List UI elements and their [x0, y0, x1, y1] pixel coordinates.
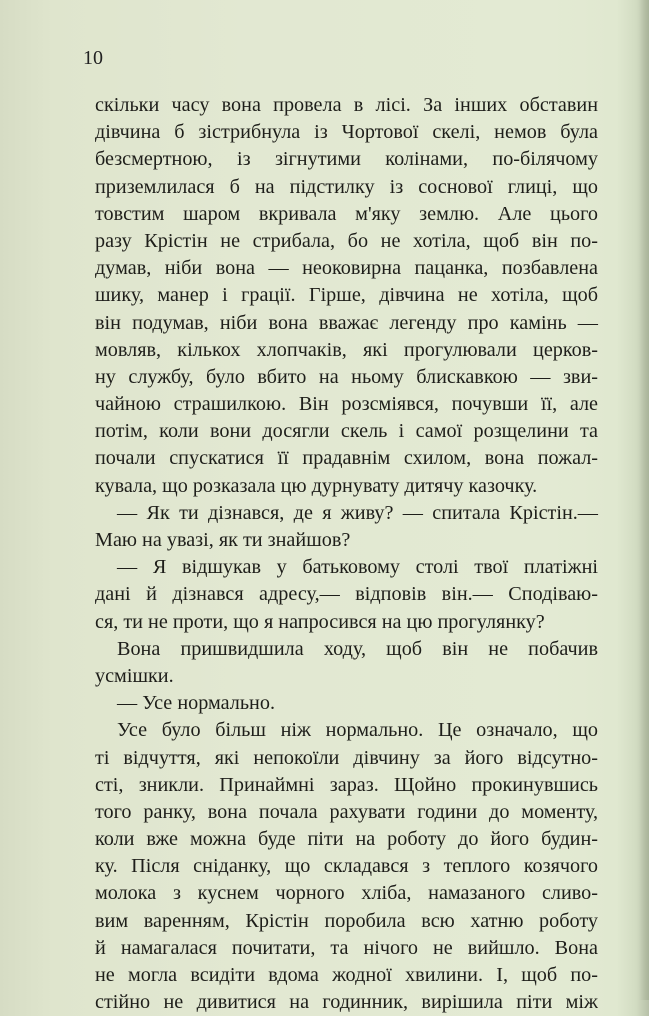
text-line: почали спускатися її прадавнім схилом, вона пожал-: [95, 447, 598, 470]
text-line: товстим шаром вкривала м'яку землю. Але цього: [95, 202, 598, 225]
text-line: чайною страшилкою. Він розсміявся, почувши її, але: [95, 393, 598, 416]
text-line: ку. Після сніданку, що складався з теплого козячого: [95, 855, 598, 878]
text-line: сті, зникли. Принаймні зараз. Щойно прокинувшись: [95, 773, 598, 796]
text-line: Усе було більш ніж нормально. Це означало, що: [117, 719, 598, 742]
text-line: разу Крістін не стрибала, бо не хотіла, щоб він по-: [95, 229, 598, 252]
text-line: того ранку, вона почала рахувати години до моменту,: [95, 800, 598, 823]
text-line: й намагалася почитати, та нічого не вийшло. Вона: [95, 936, 598, 959]
text-line: ну службу, було вбито на ньому блискавкою — зви-: [95, 365, 598, 388]
text-line: кувала, що розказала цю дурнувату дитячу казочку.: [95, 474, 538, 497]
text-line: не могла всидіти вдома жодної хвилини. І, щоб по-: [95, 964, 598, 986]
text-line: молока з куснем чорного хліба, намазаного сливо-: [95, 882, 598, 905]
text-line: шику, манер і грації. Гірше, дівчина не хотіла, щоб: [95, 284, 598, 307]
text-line: — Як ти дізнався, де я живу? — спитала Крістін.—: [117, 501, 598, 524]
text-line: потім, коли вони досягли скель і самої розщелини та: [95, 420, 598, 443]
text-line: вим варенням, Крістін поробила всю хатню роботу: [95, 909, 598, 932]
text-line: коли вже можна буде піти на роботу до його будин-: [95, 828, 598, 851]
text-line: він подумав, ніби вона вважає легенду про камінь —: [95, 311, 598, 334]
text-line: дані й дізнався адресу,— відповів він.— Сподіваю-: [95, 583, 598, 606]
text-line: усмішки.: [95, 664, 174, 687]
text-line: Маю на увазі, як ти знайшов?: [95, 529, 351, 551]
text-line: безсмертною, із зігнутими колінами, по-білячому: [95, 148, 598, 171]
text-line: — Я відшукав у батьковому столі твої платіжні: [117, 556, 598, 579]
text-line: ті відчуття, які непокоїли дівчину за його відсутно-: [95, 746, 598, 769]
page-edge-shadow: [639, 0, 649, 1000]
page-number: 10: [83, 47, 103, 69]
body-text: [95, 92, 598, 1016]
text-line: ся, ти не проти, що я напросився на цю прогулянку?: [95, 610, 545, 633]
text-line: дівчина б зістрибнула із Чортової скелі, немов була: [95, 121, 598, 144]
text-line: Вона пришвидшила ходу, щоб він не побачив: [117, 637, 598, 660]
text-line: скільки часу вона провела в лісі. За інших обставин: [95, 94, 598, 116]
text-line: — Усе нормально.: [117, 692, 275, 715]
text-line: приземлилася б на підстилку із соснової глиці, що: [95, 175, 598, 198]
text-line: стійно не дивитися на годинник, вирішила піти між: [95, 991, 598, 1014]
text-line: думав, ніби вона — неоковирна пацанка, позбавлена: [95, 257, 598, 280]
text-line: мовляв, кількох хлопчаків, які прогулювали церков-: [95, 338, 598, 361]
